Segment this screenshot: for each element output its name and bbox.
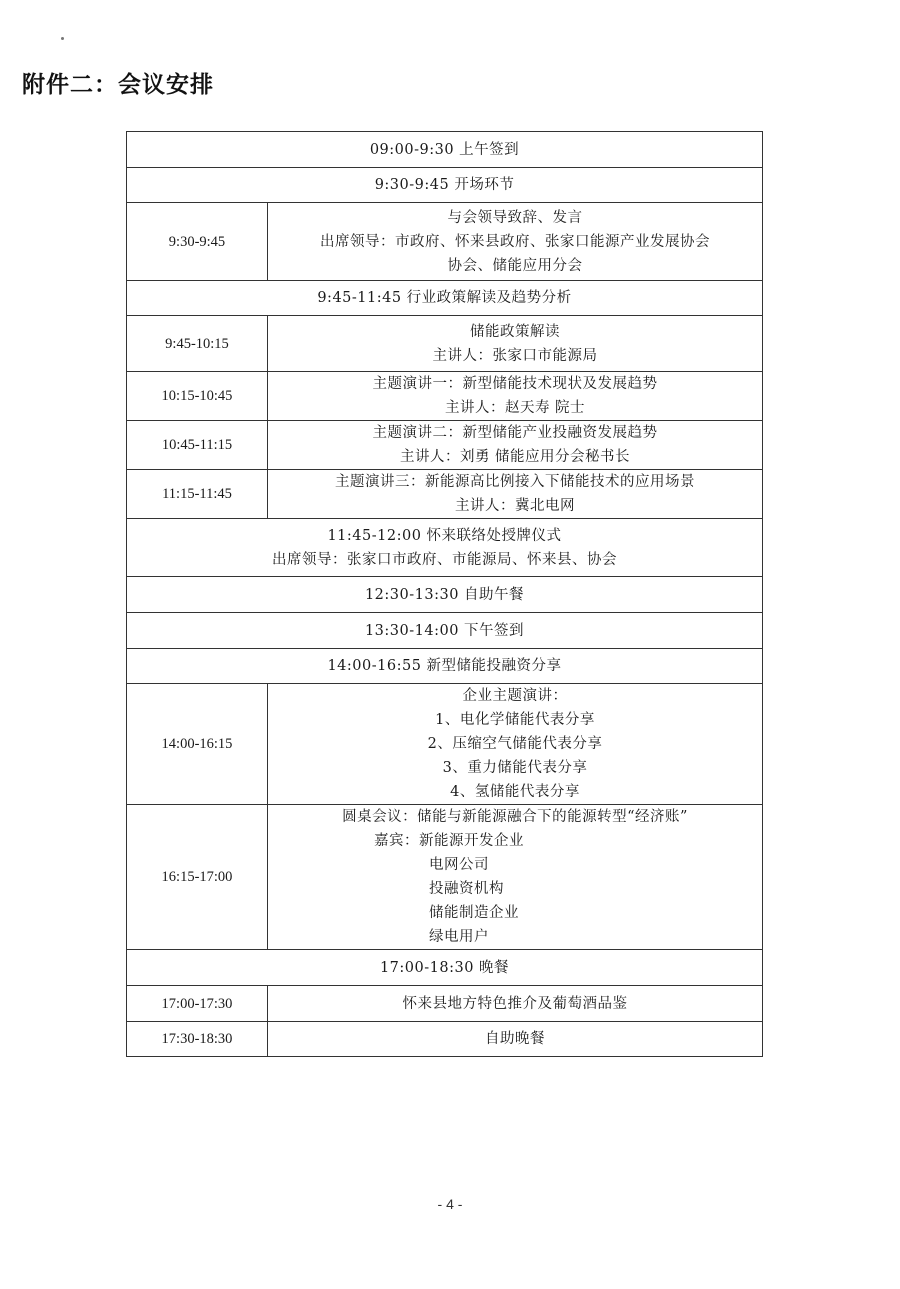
table-row bbox=[127, 132, 763, 168]
content-cell bbox=[268, 684, 763, 805]
time-cell: 16:15-17:00 bbox=[127, 805, 268, 950]
content-cell bbox=[268, 805, 763, 950]
content-cell bbox=[268, 470, 763, 519]
table-row bbox=[127, 649, 763, 684]
page-number: - 4 - bbox=[437, 1196, 463, 1212]
time-cell: 10:15-10:45 bbox=[127, 372, 268, 421]
page-heading: 附件二：会议安排 bbox=[22, 72, 214, 98]
content-line: 主讲人：张家口市能源局 bbox=[432, 347, 598, 364]
content-cell bbox=[268, 421, 763, 470]
content-line: 主题演讲一：新型储能技术现状及发展趋势 bbox=[372, 376, 658, 392]
section-row: 12:30-13:30 自助午餐 bbox=[127, 577, 763, 613]
section-row: 13:30-14:00 下午签到 bbox=[127, 613, 763, 649]
table-row bbox=[127, 577, 763, 613]
table-row bbox=[127, 519, 763, 577]
content-cell bbox=[127, 519, 763, 577]
content-line: 电网公司 bbox=[429, 857, 489, 873]
table-row bbox=[127, 684, 763, 805]
content-line: 主讲人：冀北电网 bbox=[455, 498, 575, 514]
schedule-table bbox=[126, 131, 763, 1057]
content-cell bbox=[268, 316, 763, 372]
time-cell: 9:30-9:45 bbox=[127, 203, 268, 281]
content-line: 储能政策解读 bbox=[470, 323, 560, 340]
content-cell: 怀来县地方特色推介及葡萄酒品鉴 bbox=[268, 986, 763, 1022]
content-line: 主题演讲二：新型储能产业投融资发展趋势 bbox=[372, 425, 658, 441]
content-line: 圆桌会议：储能与新能源融合下的能源转型“经济账” bbox=[342, 809, 688, 825]
content-line: 绿电用户 bbox=[429, 929, 489, 945]
table-row bbox=[127, 950, 763, 986]
content-line: 企业主题演讲： bbox=[462, 688, 568, 704]
content-cell bbox=[268, 372, 763, 421]
time-cell: 14:00-16:15 bbox=[127, 684, 268, 805]
table-row bbox=[127, 168, 763, 203]
scan-dot bbox=[61, 37, 64, 40]
content-line: 与会领导致辞、发言 bbox=[447, 209, 583, 226]
content-line: 11:45-12:00 怀来联络处授牌仪式 bbox=[327, 527, 562, 544]
table-row bbox=[127, 281, 763, 316]
content-line: 1、电化学储能代表分享 bbox=[435, 712, 595, 728]
content-line: 4、氢储能代表分享 bbox=[450, 784, 580, 800]
section-row: 9:30-9:45 开场环节 bbox=[127, 168, 763, 203]
content-line: 出席领导：张家口市政府、市能源局、怀来县、协会 bbox=[272, 551, 617, 568]
time-cell: 9:45-10:15 bbox=[127, 316, 268, 372]
time-cell: 10:45-11:15 bbox=[127, 421, 268, 470]
time-cell: 17:00-17:30 bbox=[127, 986, 268, 1022]
table-row bbox=[127, 372, 763, 421]
section-row: 9:45-11:45 行业政策解读及趋势分析 bbox=[127, 281, 763, 316]
content-line: 出席领导：市政府、怀来县政府、张家口能源产业发展协会 bbox=[320, 233, 710, 250]
content-line: 2、压缩空气储能代表分享 bbox=[427, 736, 603, 752]
content-cell: 自助晚餐 bbox=[268, 1022, 763, 1057]
content-line: 投融资机构 bbox=[429, 881, 504, 897]
content-cell bbox=[268, 203, 763, 281]
content-line: 储能制造企业 bbox=[429, 905, 519, 921]
content-line: 3、重力储能代表分享 bbox=[442, 760, 588, 776]
table-row bbox=[127, 470, 763, 519]
content-line: 主讲人：刘勇 储能应用分会秘书长 bbox=[399, 449, 631, 465]
table-row bbox=[127, 805, 763, 950]
time-cell: 17:30-18:30 bbox=[127, 1022, 268, 1057]
section-row: 17:00-18:30 晚餐 bbox=[127, 950, 763, 986]
content-line: 主讲人：赵天寿 院士 bbox=[444, 400, 586, 416]
table-row bbox=[127, 203, 763, 281]
table-row bbox=[127, 1022, 763, 1057]
content-line: 嘉宾：新能源开发企业 bbox=[374, 833, 524, 849]
table-row bbox=[127, 986, 763, 1022]
section-row: 09:00-9:30 上午签到 bbox=[127, 132, 763, 168]
time-cell: 11:15-11:45 bbox=[127, 470, 268, 519]
table-row bbox=[127, 613, 763, 649]
section-row: 14:00-16:55 新型储能投融资分享 bbox=[127, 649, 763, 684]
content-line: 协会、储能应用分会 bbox=[447, 257, 583, 274]
table-row bbox=[127, 421, 763, 470]
table-row bbox=[127, 316, 763, 372]
content-line: 主题演讲三：新能源高比例接入下储能技术的应用场景 bbox=[335, 474, 695, 490]
